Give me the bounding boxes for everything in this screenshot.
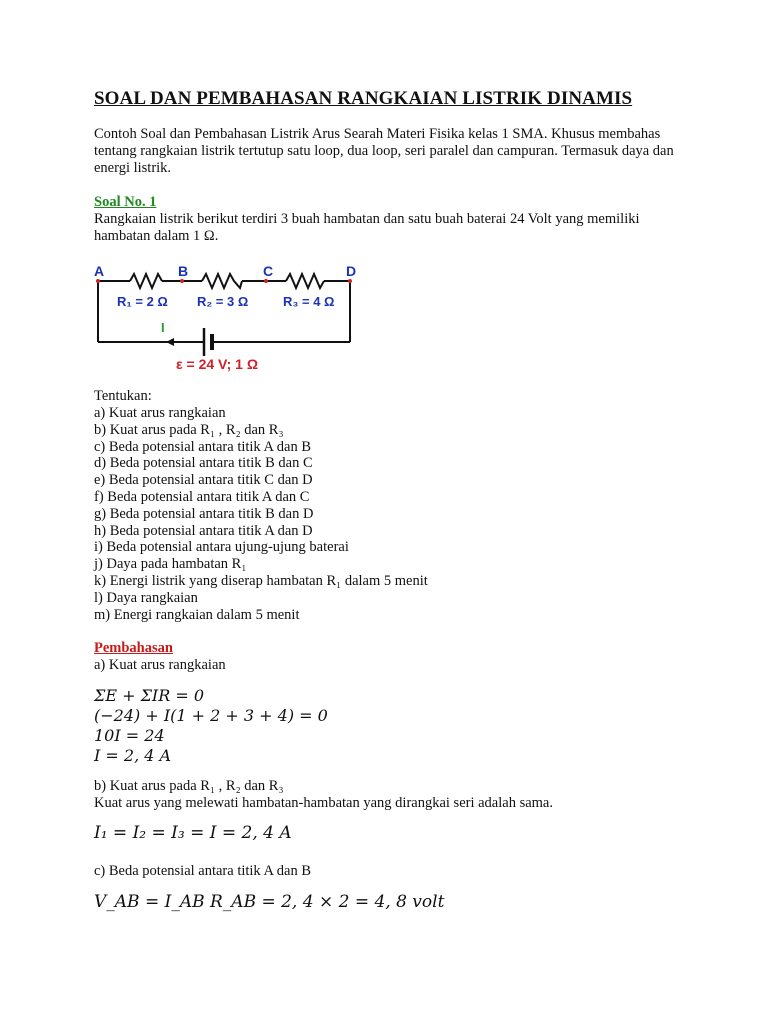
equation-line: 10I = 24 xyxy=(94,726,165,745)
circuit-diagram xyxy=(94,262,369,374)
resistor-label-r2: R₂ = 3 Ω xyxy=(197,294,249,309)
current-label: I xyxy=(161,320,165,335)
question-item: j) Daya pada hambatan R₁ xyxy=(94,556,247,573)
question-item: l) Daya rangkaian xyxy=(94,589,198,606)
question-item: m) Energi rangkaian dalam 5 menit xyxy=(94,606,300,623)
equation-line: V_AB = I_AB R_AB = 2, 4 × 2 = 4, 8 volt xyxy=(94,892,445,912)
question-item: g) Beda potensial antara titik B dan D xyxy=(94,505,314,522)
answer-b-label: b) Kuat arus pada R₁ , R₂ dan R₃ xyxy=(94,778,284,794)
soal-heading xyxy=(94,194,694,211)
intro-paragraph: Contoh Soal dan Pembahasan Listrik Arus Searah Materi Fisika kelas 1 SMA. Khusus membahas tentang rangkaian listrik tertutup satu loop, dua loop, seri paralel dan campuran. Termasuk daya dan energi listrik. xyxy=(94,126,674,176)
answer-b-text: Kuat arus yang melewati hambatan-hambatan yang dirangkai seri adalah sama. xyxy=(94,795,553,811)
battery-label: ε = 24 V; 1 Ω xyxy=(176,356,259,372)
question-item: k) Energi listrik yang diserap hambatan R₁ dalam 5 menit xyxy=(94,572,428,589)
soal-heading-text: Soal No. 1 xyxy=(94,194,157,210)
question-item: d) Beda potensial antara titik B dan C xyxy=(94,455,313,472)
pembahasan-heading xyxy=(94,640,694,657)
question-item: h) Beda potensial antara titik A dan D xyxy=(94,522,313,539)
current-arrow-icon xyxy=(166,338,174,346)
answer-a-label: a) Kuat arus rangkaian xyxy=(94,657,226,673)
resistor-label-r1: R₁ = 2 Ω xyxy=(117,294,168,309)
question-item: i) Beda potensial antara ujung-ujung baterai xyxy=(94,539,349,556)
question-item: a) Kuat arus rangkaian xyxy=(94,405,226,421)
page-title: SOAL DAN PEMBAHASAN RANGKAIAN LISTRIK DINAMIS xyxy=(94,88,633,109)
equation-line: I₁ = I₂ = I₃ = I = 2, 4 A xyxy=(94,823,292,843)
equation-line: (−24) + I(1 + 2 + 3 + 4) = 0 xyxy=(94,706,328,725)
point-label-d: D xyxy=(346,263,357,279)
answer-c-label: c) Beda potensial antara titik A dan B xyxy=(94,863,312,879)
point-label-b: B xyxy=(178,263,189,279)
point-label-c: C xyxy=(263,263,274,279)
question-item: f) Beda potensial antara titik A dan C xyxy=(94,488,310,505)
equation-line: ΣE + ΣIR = 0 xyxy=(94,686,205,705)
soal-text: Rangkaian listrik berikut terdiri 3 buah hambatan dan satu buah baterai 24 Volt yang memiliki hambatan dalam 1 Ω. xyxy=(94,211,640,244)
equation-line: I = 2, 4 A xyxy=(94,746,172,765)
resistor-label-r3: R₃ = 4 Ω xyxy=(283,294,335,309)
pembahasan-heading-text: Pembahasan xyxy=(94,640,173,656)
question-item: c) Beda potensial antara titik A dan B xyxy=(94,438,312,455)
tentukan-label: Tentukan: xyxy=(94,388,152,404)
point-label-a: A xyxy=(94,263,105,279)
question-item: b) Kuat arus pada R₁ , R₂ dan R₃ xyxy=(94,421,284,438)
circuit-nodes xyxy=(96,279,352,283)
question-item: e) Beda potensial antara titik C dan D xyxy=(94,472,313,489)
question-list xyxy=(94,405,694,623)
